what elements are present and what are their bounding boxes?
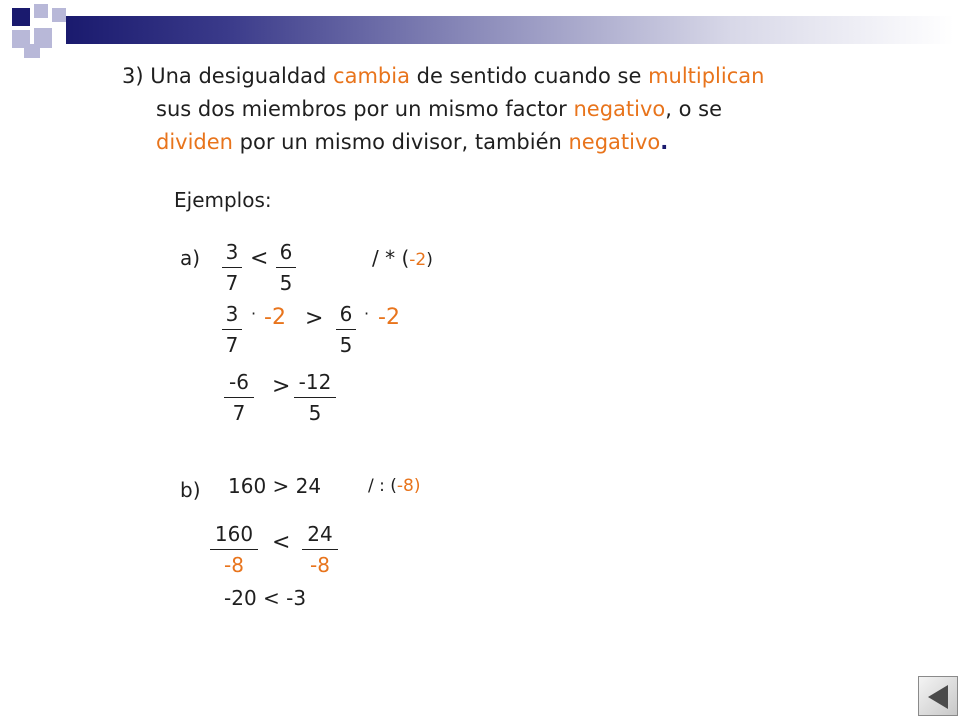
less-than-sign: <	[272, 530, 291, 555]
rule-text: por un mismo divisor, también	[233, 130, 569, 154]
denominator: 5	[308, 401, 322, 425]
denominator: 5	[279, 271, 293, 295]
denominator: 7	[225, 333, 239, 357]
logo-square	[12, 8, 30, 26]
fraction-bar	[336, 329, 356, 330]
numerator: 24	[307, 522, 333, 546]
inequality-b: 160 > 24	[228, 474, 322, 498]
fraction-bar	[294, 397, 336, 398]
numerator: 3	[225, 240, 239, 264]
numerator: 6	[279, 240, 293, 264]
operation-text: / * (	[372, 246, 410, 270]
example-b-label: b)	[180, 478, 201, 502]
fraction	[210, 520, 258, 579]
multiplier: -2	[378, 305, 400, 330]
rule-keyword: dividen	[156, 130, 233, 154]
operation-value: -8	[396, 476, 414, 496]
numerator: -12	[298, 370, 332, 394]
less-than-sign: <	[250, 246, 269, 271]
examples-label: Ejemplos:	[174, 188, 272, 212]
back-arrow-icon	[928, 685, 948, 709]
denominator: -8	[310, 553, 330, 577]
multiplication-dot: ·	[251, 304, 257, 323]
fraction	[222, 238, 242, 297]
greater-than-sign: >	[305, 306, 324, 331]
previous-slide-button[interactable]	[918, 676, 958, 716]
denominator: 7	[232, 401, 246, 425]
fraction-bar	[276, 267, 296, 268]
fraction-bar	[224, 397, 254, 398]
numerator: 6	[339, 302, 353, 326]
fraction-bar	[210, 549, 258, 550]
fraction-bar	[222, 267, 242, 268]
denominator: 7	[225, 271, 239, 295]
denominator: -8	[224, 553, 244, 577]
greater-than-sign: >	[272, 374, 291, 399]
logo-square	[34, 4, 48, 18]
result-b: -20 < -3	[224, 586, 307, 610]
operation-text: )	[426, 250, 433, 270]
operation-value: -2	[409, 250, 427, 270]
rule-text: , o se	[665, 97, 723, 121]
logo-square	[24, 44, 40, 58]
logo-square	[52, 8, 66, 22]
operation-text: / : (	[368, 476, 397, 496]
operation-text: )	[413, 476, 421, 496]
multiplication-dot: ·	[364, 304, 370, 323]
rule-keyword: negativo	[568, 130, 661, 154]
operation-a	[372, 246, 433, 270]
rule-keyword: negativo	[573, 97, 666, 121]
numerator: -6	[229, 370, 249, 394]
rule-paragraph	[122, 60, 922, 159]
rule-text: .	[660, 130, 669, 154]
multiplier: -2	[264, 305, 286, 330]
fraction	[294, 368, 336, 427]
fraction-bar	[302, 549, 338, 550]
rule-text: sus dos miembros por un mismo factor	[156, 97, 574, 121]
denominator: 5	[339, 333, 353, 357]
rule-keyword: cambia	[333, 64, 410, 88]
operation-b	[368, 476, 421, 496]
fraction	[336, 300, 356, 359]
rule-text: 3) Una desigualdad	[122, 64, 334, 88]
example-a-label: a)	[180, 246, 201, 270]
fraction	[222, 300, 242, 359]
rule-text: de sentido cuando se	[409, 64, 649, 88]
fraction	[302, 520, 338, 579]
fraction	[276, 238, 296, 297]
header-gradient-bar	[66, 16, 954, 44]
numerator: 3	[225, 302, 239, 326]
numerator: 160	[214, 522, 254, 546]
rule-keyword: multiplican	[648, 64, 765, 88]
fraction	[224, 368, 254, 427]
fraction-bar	[222, 329, 242, 330]
